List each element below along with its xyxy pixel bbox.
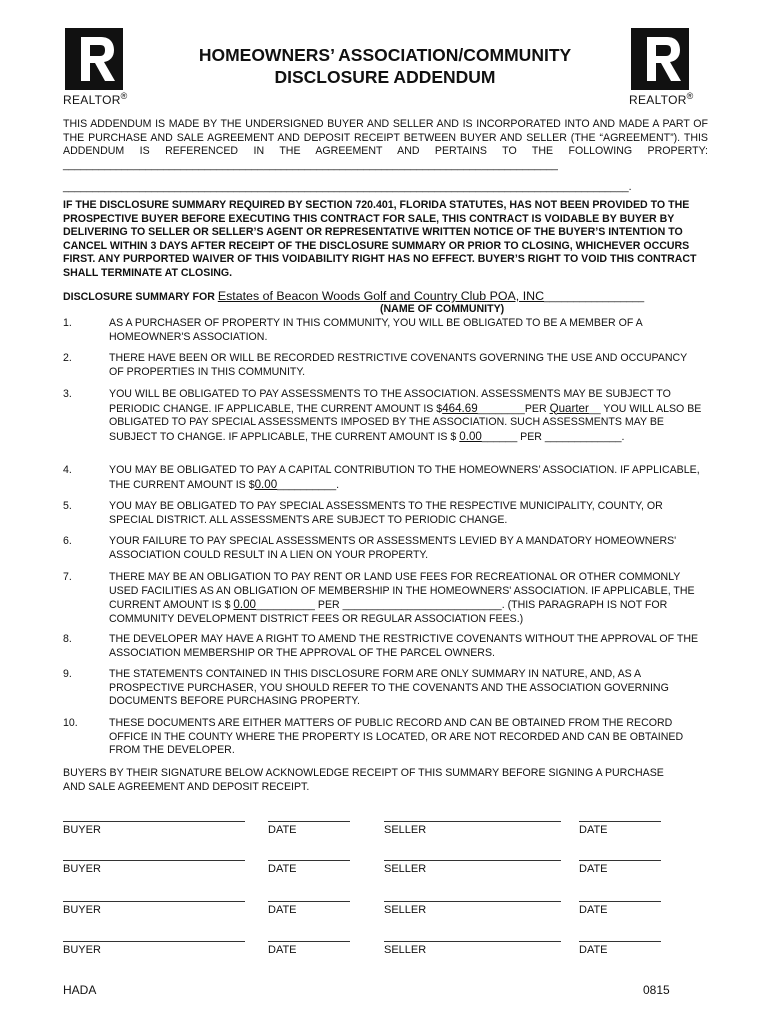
special-assessment-amount[interactable]: 0.00 xyxy=(459,429,482,443)
buyer-label: BUYER xyxy=(63,824,101,836)
date-label: DATE xyxy=(268,904,297,916)
item-text: AS A PURCHASER OF PROPERTY IN THIS COMMUNITY, YOU WILL BE OBLIGATED TO BE A MEMBER OF A HOMEOWNER'S ASSOCIATION. xyxy=(109,317,643,343)
date-label: DATE xyxy=(579,944,608,956)
date-label: DATE xyxy=(268,944,297,956)
item-text: YOUR FAILURE TO PAY SPECIAL ASSESSMENTS OR ASSESSMENTS LEVIED BY A MANDATORY HOMEOWNERS' ASSOCIATION COULD RESULT IN A LIEN ON YOUR PROPERTY. xyxy=(109,535,677,561)
summary-label: DISCLOSURE SUMMARY FOR xyxy=(63,291,215,303)
buyer-signature-line[interactable] xyxy=(63,821,245,822)
realtor-logo-text: REALTOR® xyxy=(63,91,128,107)
buyer-signature-line[interactable] xyxy=(63,860,245,861)
item-number: 3. xyxy=(63,388,72,400)
community-trail: _________________ xyxy=(544,291,645,303)
buyer-signature-line[interactable] xyxy=(63,941,245,942)
realtor-logo-right xyxy=(629,28,705,106)
rent-fee-amount[interactable]: 0.00 xyxy=(233,598,256,612)
capital-contribution-amount[interactable]: 0.00 xyxy=(254,477,278,491)
buyer-label: BUYER xyxy=(63,944,101,956)
realtor-r-icon xyxy=(631,28,689,90)
date-label: DATE xyxy=(579,824,608,836)
item-number: 4. xyxy=(63,464,72,476)
realtor-logo-left xyxy=(63,28,139,106)
item-number: 5. xyxy=(63,500,72,512)
date-label: DATE xyxy=(268,824,297,836)
form-code: HADA xyxy=(63,983,97,997)
item-number: 6. xyxy=(63,535,72,547)
assessment-period[interactable]: Quarter xyxy=(549,401,589,415)
acknowledgement-text: BUYERS BY THEIR SIGNATURE BELOW ACKNOWLEDGE RECEIPT OF THIS SUMMARY BEFORE SIGNING A PURCHASE AND SALE AGREEMENT AND DEPOSIT RECEIPT. xyxy=(63,767,664,793)
seller-signature-line[interactable] xyxy=(384,860,561,861)
date-label: DATE xyxy=(579,904,608,916)
item-text: THERE MAY BE AN OBLIGATION TO PAY RENT OR LAND USE FEES FOR RECREATIONAL OR OTHER COMMONLY USED FACILITIES AS AN OBLIGATION OF MEMBERSHIP IN THE HOMEOWNERS' ASSOCIATION. IF APPLICABLE, THE CURRENT AMOUNT IS $ 0.00__________ PER ___________________________. (THIS PARAGRAPH IS NOT FOR COMMUNITY DEVELOPMENT DISTRICT FEES OR REGULAR ASSOCIATION FEES.) xyxy=(109,571,695,625)
buyer-date-line[interactable] xyxy=(268,821,350,822)
seller-signature-line[interactable] xyxy=(384,821,561,822)
item-text: YOU MAY BE OBLIGATED TO PAY SPECIAL ASSESSMENTS TO THE RESPECTIVE MUNICIPALITY, COUNTY, OR SPECIAL DISTRICT. ALL ASSESSMENTS ARE SUBJECT TO PERIODIC CHANGE. xyxy=(109,500,663,526)
item-text: YOU MAY BE OBLIGATED TO PAY A CAPITAL CONTRIBUTION TO THE HOMEOWNERS’ ASSOCIATION. IF APPLICABLE, THE CURRENT AMOUNT IS $0.00__________. xyxy=(109,464,700,491)
item-text: THE DEVELOPER MAY HAVE A RIGHT TO AMEND THE RESTRICTIVE COVENANTS WITHOUT THE APPROVAL OF THE ASSOCIATION MEMBERSHIP OR THE APPROVAL OF THE PARCEL OWNERS. xyxy=(109,633,699,659)
buyer-signature-line[interactable] xyxy=(63,901,245,902)
buyer-label: BUYER xyxy=(63,863,101,875)
title-line-2: DISCLOSURE ADDENDUM xyxy=(274,67,496,87)
item-number: 1. xyxy=(63,317,72,329)
buyer-date-line[interactable] xyxy=(268,941,350,942)
seller-signature-line[interactable] xyxy=(384,941,561,942)
disclosure-summary-line xyxy=(63,289,644,303)
item-number: 2. xyxy=(63,352,72,364)
realtor-logo-text: REALTOR® xyxy=(629,91,694,107)
property-line: ________________________________________________________________________________________________. xyxy=(63,181,632,194)
assessment-amount[interactable]: 464.69 xyxy=(442,401,478,415)
intro-text: THIS ADDENDUM IS MADE BY THE UNDERSIGNED BUYER AND SELLER AND IS INCORPORATED INTO AND MADE A PART OF THE PURCHASE AND SALE AGREEMENT AND DEPOSIT RECEIPT BETWEEN BUYER AND SELLER (THE “AGREEMENT”). THIS ADDENDUM IS REFERENCED IN THE AGREEMENT AND PERTAINS TO THE FOLLOWING PROPERTY: ____________________________________________________________________________________ xyxy=(63,118,708,171)
form-revision: 0815 xyxy=(643,983,670,997)
item-number: 7. xyxy=(63,571,72,583)
buyer-label: BUYER xyxy=(63,904,101,916)
document-title xyxy=(140,44,630,88)
date-label: DATE xyxy=(579,863,608,875)
seller-signature-line[interactable] xyxy=(384,901,561,902)
buyer-date-line[interactable] xyxy=(268,901,350,902)
seller-date-line[interactable] xyxy=(579,860,661,861)
item-text: THERE HAVE BEEN OR WILL BE RECORDED RESTRICTIVE COVENANTS GOVERNING THE USE AND OCCUPANCY OF PROPERTIES IN THIS COMMUNITY. xyxy=(109,352,688,378)
community-caption: (NAME OF COMMUNITY) xyxy=(380,303,505,315)
item-text: THE STATEMENTS CONTAINED IN THIS DISCLOSURE FORM ARE ONLY SUMMARY IN NATURE, AND, AS A PROSPECTIVE PURCHASER, YOU SHOULD REFER TO THE COVENANTS AND THE ASSOCIATION GOVERNING DOCUMENTS BEFORE PURCHASING PROPERTY. xyxy=(109,668,669,708)
item-number: 10. xyxy=(63,717,78,729)
seller-label: SELLER xyxy=(384,944,427,956)
seller-label: SELLER xyxy=(384,863,427,875)
seller-date-line[interactable] xyxy=(579,901,661,902)
item-number: 8. xyxy=(63,633,72,645)
voidability-warning: IF THE DISCLOSURE SUMMARY REQUIRED BY SECTION 720.401, FLORIDA STATUTES, HAS NOT BEEN PROVIDED TO THE PROSPECTIVE BUYER BEFORE EXECUTING THIS CONTRACT FOR SALE, THIS CONTRACT IS VOIDABLE BY BUYER BY DELIVERING TO SELLER OR SELLER’S AGENT OR REPRESENTATIVE WRITTEN NOTICE OF THE BUYER’S INTENTION TO CANCEL WITHIN 3 DAYS AFTER RECEIPT OF THE DISCLOSURE SUMMARY OR PRIOR TO CLOSING, WHICHEVER OCCURS FIRST. ANY PURPORTED WAIVER OF THIS VOIDABILITY RIGHT HAS NO EFFECT. BUYER’S RIGHT TO VOID THIS CONTRACT SHALL TERMINATE AT CLOSING. xyxy=(63,199,697,279)
seller-date-line[interactable] xyxy=(579,821,661,822)
item-text: THESE DOCUMENTS ARE EITHER MATTERS OF PUBLIC RECORD AND CAN BE OBTAINED FROM THE RECORD OFFICE IN THE COUNTY WHERE THE PROPERTY IS LOCATED, OR ARE NOT RECORDED AND CAN BE OBTAINED FROM THE DEVELOPER. xyxy=(109,717,684,757)
realtor-r-icon xyxy=(65,28,123,90)
item-text: YOU WILL BE OBLIGATED TO PAY ASSESSMENTS TO THE ASSOCIATION. ASSESSMENTS MAY BE SUBJECT TO PERIODIC CHANGE. IF APPLICABLE, THE CURRENT AMOUNT IS $464.69________PER Quarter__ YOU WILL ALSO BE OBLIGATED TO PAY SPECIAL ASSESSMENTS IMPOSED BY THE ASSOCIATION. SUCH ASSESSMENTS MAY BE SUBJECT TO CHANGE. IF APPLICABLE, THE CURRENT AMOUNT IS $ 0.00______ PER _____________. xyxy=(109,388,702,443)
seller-label: SELLER xyxy=(384,904,427,916)
item-number: 9. xyxy=(63,668,72,680)
seller-label: SELLER xyxy=(384,824,427,836)
intro-paragraph xyxy=(63,118,708,195)
title-line-1: HOMEOWNERS’ ASSOCIATION/COMMUNITY xyxy=(198,45,572,65)
buyer-date-line[interactable] xyxy=(268,860,350,861)
community-name[interactable]: Estates of Beacon Woods Golf and Country Club POA, INC xyxy=(217,289,545,303)
date-label: DATE xyxy=(268,863,297,875)
seller-date-line[interactable] xyxy=(579,941,661,942)
